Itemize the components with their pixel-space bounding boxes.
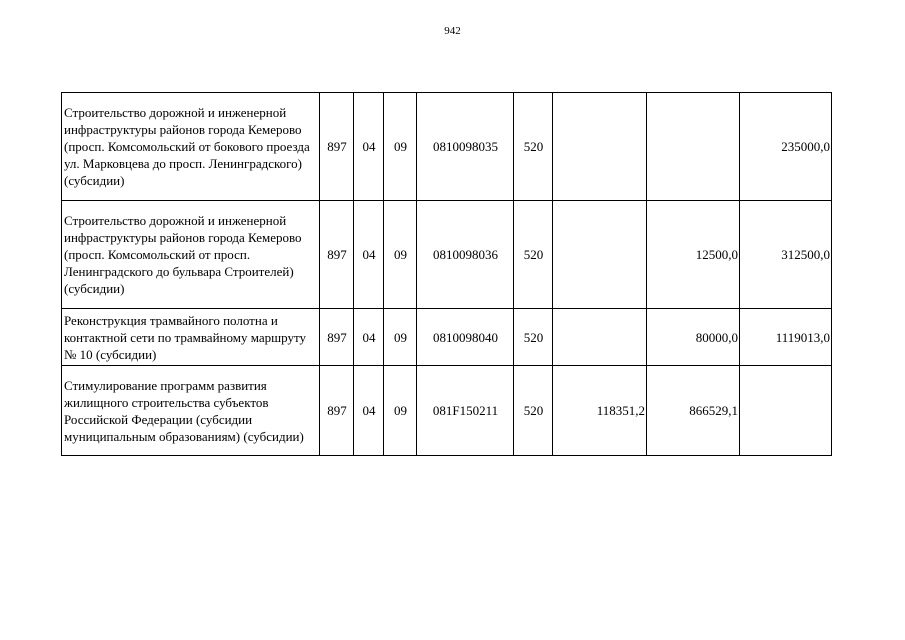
- grbs-code: 897: [320, 309, 354, 366]
- expense-type-code: 520: [514, 93, 553, 201]
- row-name: Реконструкция трамвайного полотна и контактной сети по трамвайному маршруту № 10 (субсидии): [62, 309, 320, 366]
- target-article-code: 0810098036: [417, 201, 514, 309]
- grbs-code: 897: [320, 201, 354, 309]
- table-row: [62, 201, 832, 309]
- row-name: Строительство дорожной и инженерной инфраструктуры районов города Кемерово (просп. Комсомольский от бокового проезда ул. Марковцева до просп. Ленинградского) (субсидии): [62, 93, 320, 201]
- grbs-code: 897: [320, 366, 354, 456]
- table-row: [62, 93, 832, 201]
- grbs-code: 897: [320, 93, 354, 201]
- amount-year-3: [740, 366, 832, 456]
- amount-year-1: [553, 309, 647, 366]
- amount-year-2: 12500,0: [647, 201, 740, 309]
- section-code: 04: [354, 309, 384, 366]
- amount-year-3: 1119013,0: [740, 309, 832, 366]
- expense-type-code: 520: [514, 366, 553, 456]
- table-row: [62, 366, 832, 456]
- row-name: Строительство дорожной и инженерной инфраструктуры районов города Кемерово (просп. Комсомольский от просп. Ленинградского до бульвара Строителей) (субсидии): [62, 201, 320, 309]
- page-number: 942: [444, 25, 461, 37]
- subsection-code: 09: [384, 201, 417, 309]
- subsection-code: 09: [384, 366, 417, 456]
- row-name: Стимулирование программ развития жилищного строительства субъектов Российской Федерации (субсидии муниципальным образованиям) (субсидии): [62, 366, 320, 456]
- target-article-code: 0810098040: [417, 309, 514, 366]
- amount-year-3: 312500,0: [740, 201, 832, 309]
- section-code: 04: [354, 201, 384, 309]
- amount-year-2: [647, 93, 740, 201]
- budget-table: [61, 92, 832, 456]
- amount-year-2: 866529,1: [647, 366, 740, 456]
- subsection-code: 09: [384, 93, 417, 201]
- expense-type-code: 520: [514, 309, 553, 366]
- amount-year-1: [553, 93, 647, 201]
- section-code: 04: [354, 93, 384, 201]
- expense-type-code: 520: [514, 201, 553, 309]
- target-article-code: 081F150211: [417, 366, 514, 456]
- subsection-code: 09: [384, 309, 417, 366]
- amount-year-1: 118351,2: [553, 366, 647, 456]
- amount-year-1: [553, 201, 647, 309]
- amount-year-2: 80000,0: [647, 309, 740, 366]
- section-code: 04: [354, 366, 384, 456]
- amount-year-3: 235000,0: [740, 93, 832, 201]
- table-row: [62, 309, 832, 366]
- target-article-code: 0810098035: [417, 93, 514, 201]
